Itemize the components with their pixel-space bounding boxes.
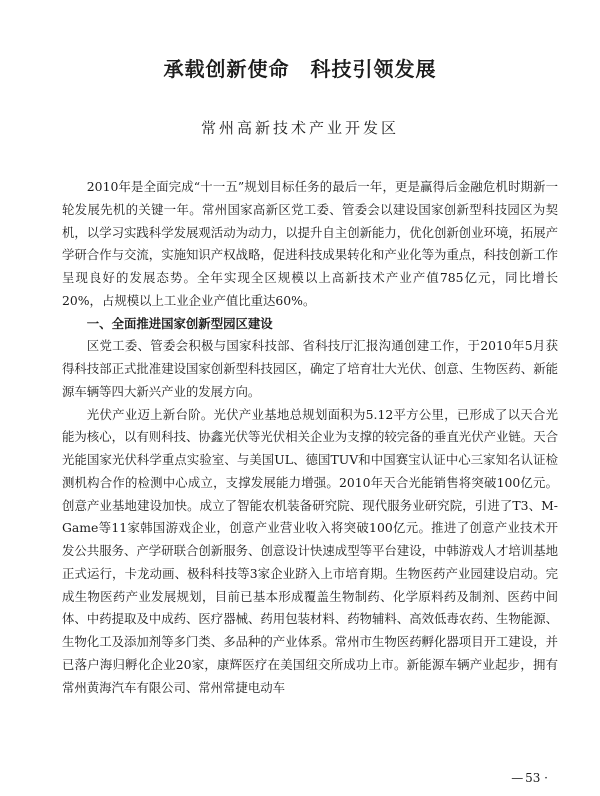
paragraph-industries: 光伏产业迈上新台阶。光伏产业基地总规划面积为5.12平方公里，已形成了以天合光能为核心，以有则科技、协鑫光伏等光伏相关企业为支撑的较完备的垂直光伏产业链。天合光能国家光伏科学重点实验室、与美国UL、德国TUV和中国赛宝认证中心三家知名认证检测机构合作的检测中心成立，支撑发展能力增强。2010年天合光能销售将突破100亿元。创意产业基地建设加快。成立了智能农机装备研究院、现代服务业研究院，引进了T3、M-Game等11家韩国游戏企业，创意产业营业收入将突破100亿元。推进了创意产业技术开发公共服务、产学研联合创新服务、创意设计快速成型等平台建设，中韩游戏人才培训基地正式运行，卡龙动画、极科科技等3家企业跻入上市培育期。生物医药产业园建设启动。完成生物医药产业发展规划，目前已基本形成覆盖生物制药、化学原料药及制剂、医药中间体、中药提取及中成药、医疗器械、药用包装材料、药物辅料、高效低毒农药、生物能源、生物化工及添加剂等多门类、多品种的产业体系。常州市生物医药孵化器项目开工建设，并已落户海归孵化企业20家，康辉医疗在美国纽交所成功上市。新能源车辆产业起步，拥有常州黄海汽车有限公司、常州常捷电动车 [62, 406, 558, 695]
article-subtitle: 常州高新技术产业开发区 [200, 119, 399, 137]
paragraph-intro: 2010年是全面完成“十一五”规划目标任务的最后一年，更是赢得后金融危机时期新一轮发展先机的关键一年。常州国家高新区党工委、管委会以建设国家创新型科技园区为契机，以学习实践科学发展观活动为动力，以提升自主创新能力，优化创新创业环境，拓展产学研合作与交流，实施知识产权战略，促进科技成果转化和产业化等为重点，科技创新工作呈现良好的发展态势。全年实现全区规模以上高新技术产业产值785亿元，同比增长20%，占规模以上工业企业产值比重达60%。 [62, 179, 558, 308]
page-number-prefix: — [511, 771, 526, 785]
article-title: 承载创新使命 科技引领发展 [163, 57, 437, 81]
page-number [511, 771, 548, 785]
article-body [62, 176, 558, 699]
page-number-suffix: · [540, 771, 548, 785]
paragraph-approval: 区党工委、管委会积极与国家科技部、省科技厅汇报沟通创建工作，于2010年5月获得科技部正式批准建设国家创新型科技园区，确定了培育壮大光伏、创意、生物医药、新能源车辆等四大新兴产业的发展方向。 [62, 338, 558, 399]
section-heading: 一、全面推进国家创新型园区建设 [86, 315, 273, 331]
page-number-value: 53 [525, 771, 541, 785]
